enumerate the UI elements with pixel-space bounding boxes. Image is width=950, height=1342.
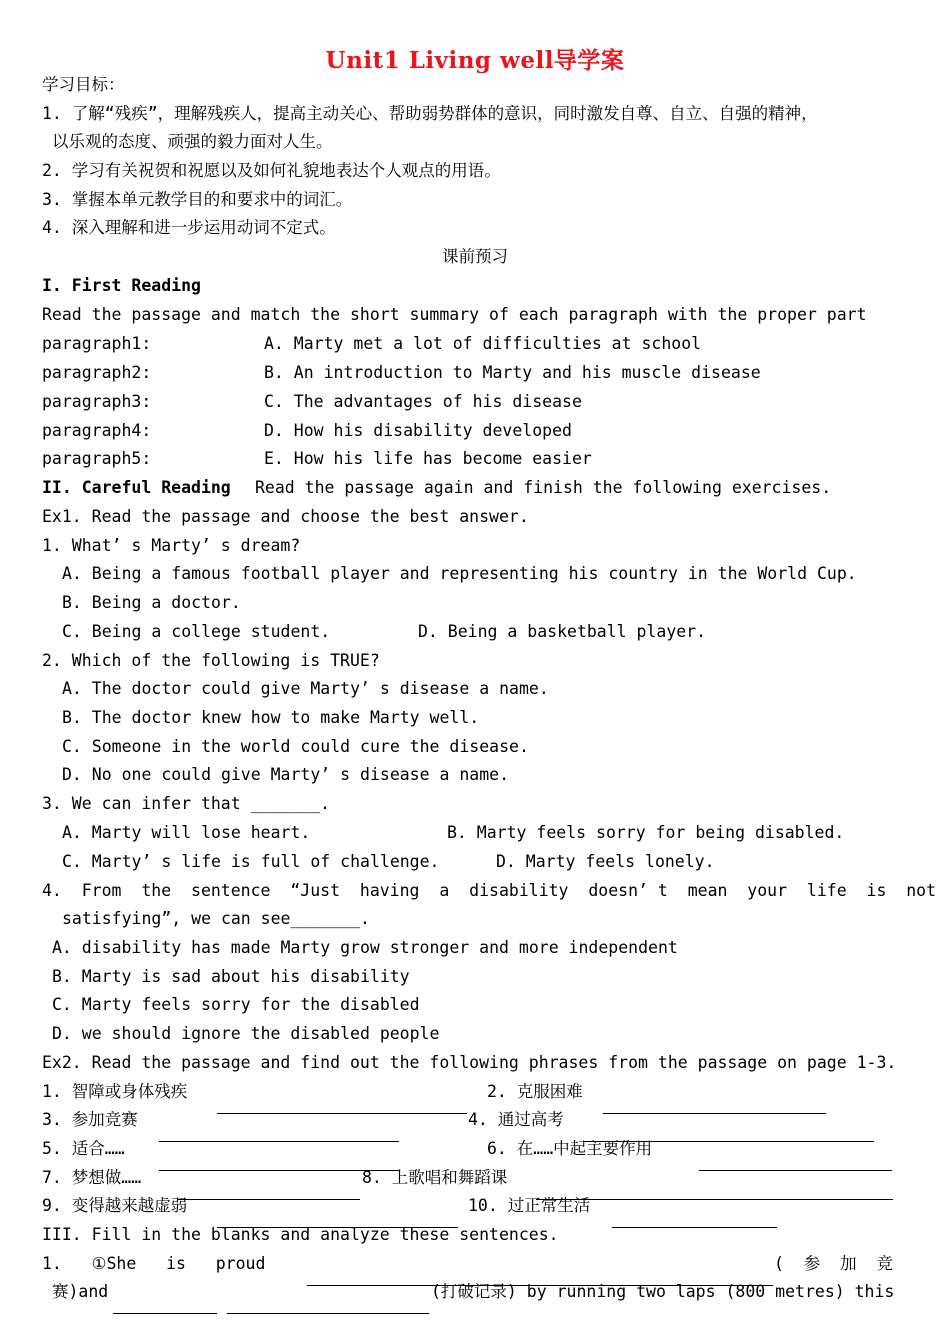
fill-sentence-1-cont: 赛)and bbox=[52, 1282, 109, 1301]
paragraph-label: paragraph4: bbox=[42, 421, 152, 440]
phrase-item: 10. 过正常生活 bbox=[468, 1196, 591, 1215]
q3-option-d: D. Marty feels lonely. bbox=[496, 852, 715, 871]
phrase-item: 2. 克服困难 bbox=[487, 1082, 583, 1101]
q1-option-b: B. Being a doctor. bbox=[62, 593, 241, 612]
fill-sentence-1-start: 1. ①She is proud bbox=[42, 1254, 266, 1273]
objective-item-3: 3. 掌握本单元教学目的和要求中的词汇。 bbox=[42, 190, 353, 209]
q3-option-c: C. Marty’ s life is full of challenge. bbox=[62, 852, 440, 871]
fill-blanks-heading: III. Fill in the blanks and analyze these sentences. bbox=[42, 1225, 559, 1244]
question-2-stem: 2. Which of the following is TRUE? bbox=[42, 651, 380, 670]
objective-item-1: 1. 了解“残疾”，理解残疾人，提高主动关心、帮助弱势群体的意识，同时激发自尊、自立、自强的精神， bbox=[42, 104, 818, 123]
q3-option-a: A. Marty will lose heart. bbox=[62, 823, 311, 842]
q2-option-b: B. The doctor knew how to make Marty well. bbox=[62, 708, 480, 727]
ex2-heading: Ex2. Read the passage and find out the following phrases from the passage on page 1-3. bbox=[42, 1053, 897, 1072]
answer-blank[interactable] bbox=[699, 1154, 892, 1171]
summary-option: A. Marty met a lot of difficulties at school bbox=[264, 334, 702, 353]
answer-blank[interactable] bbox=[603, 1097, 826, 1114]
q4-option-a: A. disability has made Marty grow stronger and more independent bbox=[52, 938, 678, 957]
question-1-stem: 1. What’ s Marty’ s dream? bbox=[42, 536, 301, 555]
answer-blank[interactable] bbox=[217, 1097, 467, 1114]
answer-blank[interactable] bbox=[227, 1297, 429, 1314]
phrase-item: 6. 在……中起主要作用 bbox=[487, 1139, 653, 1158]
first-reading-heading: I. First Reading bbox=[42, 276, 201, 295]
ex1-heading: Ex1. Read the passage and choose the best answer. bbox=[42, 507, 529, 526]
answer-blank[interactable] bbox=[612, 1211, 777, 1228]
objectives-heading: 学习目标： bbox=[42, 75, 125, 94]
summary-option: E. How his life has become easier bbox=[264, 449, 592, 468]
phrase-item: 4. 通过高考 bbox=[468, 1110, 564, 1129]
summary-option: D. How his disability developed bbox=[264, 421, 572, 440]
objective-item-4: 4. 深入理解和进一步运用动词不定式。 bbox=[42, 218, 336, 237]
q4-option-b: B. Marty is sad about his disability bbox=[52, 967, 410, 986]
objective-item-1-cont: 以乐观的态度、顽强的毅力面对人生。 bbox=[52, 132, 333, 151]
q4-option-d: D. we should ignore the disabled people bbox=[52, 1024, 440, 1043]
preview-heading: 课前预习 bbox=[442, 247, 508, 266]
phrase-item: 3. 参加竞赛 bbox=[42, 1110, 138, 1129]
q1-option-d: D. Being a basketball player. bbox=[418, 622, 707, 641]
fill-sentence-1-tail: (打破记录) by running two laps (800 metres) this bbox=[431, 1282, 895, 1301]
paragraph-label: paragraph3: bbox=[42, 392, 152, 411]
careful-reading-heading: II. Careful Reading bbox=[42, 478, 231, 497]
q2-option-c: C. Someone in the world could cure the disease. bbox=[62, 737, 529, 756]
careful-reading-instruction: Read the passage again and finish the following exercises. bbox=[255, 478, 832, 497]
q4-option-c: C. Marty feels sorry for the disabled bbox=[52, 995, 420, 1014]
answer-blank[interactable] bbox=[177, 1183, 360, 1200]
summary-option: C. The advantages of his disease bbox=[264, 392, 582, 411]
answer-blank[interactable] bbox=[113, 1297, 217, 1314]
q2-option-a: A. The doctor could give Marty’ s disease a name. bbox=[62, 679, 549, 698]
q3-option-b: B. Marty feels sorry for being disabled. bbox=[447, 823, 845, 842]
phrase-item: 1. 智障或身体残疾 bbox=[42, 1082, 188, 1101]
objective-item-2: 2. 学习有关祝贺和祝愿以及如何礼貌地表达个人观点的用语。 bbox=[42, 161, 501, 180]
question-4-stem-cont: satisfying”, we can see_______. bbox=[62, 909, 370, 928]
page-title: Unit1 Living well导学案 bbox=[325, 47, 625, 74]
phrase-item: 8. 上歌唱和舞蹈课 bbox=[362, 1168, 508, 1187]
q1-option-a: A. Being a famous football player and representing his country in the World Cup. bbox=[62, 564, 857, 583]
paragraph-label: paragraph5: bbox=[42, 449, 152, 468]
q1-option-c: C. Being a college student. bbox=[62, 622, 331, 641]
first-reading-instruction: Read the passage and match the short summary of each paragraph with the proper part bbox=[42, 305, 867, 324]
paragraph-label: paragraph2: bbox=[42, 363, 152, 382]
fill-sentence-1-hint: ( 参 加 竞 bbox=[774, 1254, 894, 1273]
q2-option-d: D. No one could give Marty’ s disease a name. bbox=[62, 765, 510, 784]
question-3-stem: 3. We can infer that _______. bbox=[42, 794, 331, 813]
summary-option: B. An introduction to Marty and his muscle disease bbox=[264, 363, 761, 382]
phrase-item: 5. 适合…… bbox=[42, 1139, 125, 1158]
phrase-item: 9. 变得越来越虚弱 bbox=[42, 1196, 188, 1215]
question-4-stem: 4. From the sentence “Just having a disability doesn’ t mean your life is not bbox=[42, 881, 937, 900]
phrase-item: 7. 梦想做…… bbox=[42, 1168, 142, 1187]
answer-blank[interactable] bbox=[159, 1125, 399, 1142]
paragraph-label: paragraph1: bbox=[42, 334, 152, 353]
